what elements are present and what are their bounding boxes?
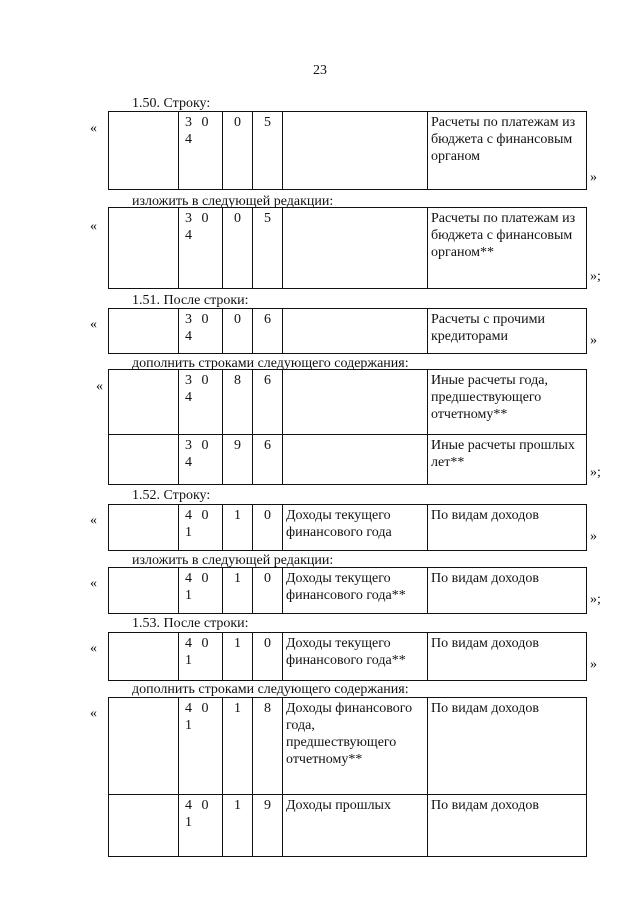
- code-cell: 1: [223, 795, 253, 857]
- table-row: [109, 112, 587, 190]
- open-quote: «: [90, 121, 97, 136]
- description-cell: По видам доходов: [428, 568, 587, 614]
- open-quote: «: [90, 576, 97, 591]
- description-cell: По видам доходов: [428, 698, 587, 795]
- close-quote: »: [590, 529, 597, 544]
- income-name-cell: [283, 309, 428, 354]
- income-name-cell: [283, 435, 428, 485]
- code-cell: 0: [223, 208, 253, 289]
- code-cell: 5: [253, 112, 283, 190]
- description-cell: Иные расчеты прошлых лет**: [428, 435, 587, 485]
- code-cell: 6: [253, 435, 283, 485]
- cell: [109, 370, 179, 435]
- code-cell: 0: [253, 633, 283, 681]
- cell: [109, 208, 179, 289]
- table-row: [109, 568, 587, 614]
- code-cell: 6: [253, 370, 283, 435]
- table-row: [109, 698, 587, 795]
- open-quote: «: [90, 317, 97, 332]
- code-cell: 1: [223, 698, 253, 795]
- income-name-cell: [283, 208, 428, 289]
- table-row: [109, 208, 587, 289]
- open-quote: «: [90, 219, 97, 234]
- code-cell: 0: [223, 112, 253, 190]
- table-row: [109, 370, 587, 435]
- close-quote-semicolon: »;: [590, 269, 601, 284]
- section-label-1-52: 1.52. Строку:: [132, 488, 211, 503]
- section-label-1-53: 1.53. После строки:: [132, 616, 249, 631]
- code-cell: 5: [253, 208, 283, 289]
- table-row: [109, 795, 587, 857]
- open-quote: «: [90, 641, 97, 656]
- cell: [109, 795, 179, 857]
- close-quote-semicolon: »;: [590, 465, 601, 480]
- cell: [109, 435, 179, 485]
- table-row: [109, 309, 587, 354]
- section-label-edit: изложить в следующей редакции:: [132, 553, 334, 568]
- description-cell: Расчеты по платежам из бюджета с финансовым органом**: [428, 208, 587, 289]
- section-label-supplement: дополнить строками следующего содержания:: [132, 682, 409, 697]
- code-cell: 8: [223, 370, 253, 435]
- code-cell: 0: [223, 309, 253, 354]
- amendment-table-1-53-new: [108, 697, 587, 857]
- income-name-cell: Доходы текущего финансового года: [283, 505, 428, 551]
- cell: [109, 633, 179, 681]
- account-code-cell: 4 0 1: [179, 795, 223, 857]
- amendment-table-1-53: [108, 632, 587, 681]
- description-cell: По видам доходов: [428, 633, 587, 681]
- cell: [109, 112, 179, 190]
- amendment-table-1-51-new: [108, 369, 587, 485]
- code-cell: 9: [223, 435, 253, 485]
- close-quote: »: [590, 170, 597, 185]
- description-cell: По видам доходов: [428, 505, 587, 551]
- open-quote: «: [90, 706, 97, 721]
- description-cell: Иные расчеты года, предшествующего отчетному**: [428, 370, 587, 435]
- account-code-cell: 3 0 4: [179, 370, 223, 435]
- amendment-table-1-50: [108, 111, 587, 190]
- account-code-cell: 3 0 4: [179, 309, 223, 354]
- amendment-table-1-50-new: [108, 207, 587, 289]
- section-label-1-51: 1.51. После строки:: [132, 293, 249, 308]
- income-name-cell: Доходы текущего финансового года**: [283, 633, 428, 681]
- cell: [109, 505, 179, 551]
- code-cell: 0: [253, 505, 283, 551]
- income-name-cell: Доходы прошлых: [283, 795, 428, 857]
- open-quote: «: [90, 513, 97, 528]
- cell: [109, 698, 179, 795]
- amendment-table-1-52: [108, 504, 587, 551]
- table-row: [109, 633, 587, 681]
- table-row: [109, 505, 587, 551]
- open-quote: «: [96, 379, 103, 394]
- close-quote: »: [590, 333, 597, 348]
- account-code-cell: 4 0 1: [179, 505, 223, 551]
- account-code-cell: 3 0 4: [179, 112, 223, 190]
- amendment-table-1-52-new: [108, 567, 587, 614]
- description-cell: По видам доходов: [428, 795, 587, 857]
- code-cell: 1: [223, 633, 253, 681]
- code-cell: 6: [253, 309, 283, 354]
- code-cell: 9: [253, 795, 283, 857]
- account-code-cell: 4 0 1: [179, 568, 223, 614]
- table-row: [109, 435, 587, 485]
- cell: [109, 309, 179, 354]
- account-code-cell: 4 0 1: [179, 633, 223, 681]
- income-name-cell: Доходы текущего финансового года**: [283, 568, 428, 614]
- account-code-cell: 3 0 4: [179, 435, 223, 485]
- code-cell: 8: [253, 698, 283, 795]
- close-quote-semicolon: »;: [590, 592, 601, 607]
- income-name-cell: Доходы финансового года, предшествующего отчетному**: [283, 698, 428, 795]
- description-cell: Расчеты по платежам из бюджета с финансовым органом: [428, 112, 587, 190]
- account-code-cell: 3 0 4: [179, 208, 223, 289]
- close-quote: »: [590, 657, 597, 672]
- section-label-edit: изложить в следующей редакции:: [132, 194, 334, 209]
- section-label-1-50: 1.50. Строку:: [132, 96, 211, 111]
- section-label-supplement: дополнить строками следующего содержания:: [132, 356, 409, 371]
- income-name-cell: [283, 112, 428, 190]
- account-code-cell: 4 0 1: [179, 698, 223, 795]
- code-cell: 0: [253, 568, 283, 614]
- income-name-cell: [283, 370, 428, 435]
- code-cell: 1: [223, 568, 253, 614]
- description-cell: Расчеты с прочими кредиторами: [428, 309, 587, 354]
- code-cell: 1: [223, 505, 253, 551]
- page-number: 23: [313, 63, 327, 78]
- cell: [109, 568, 179, 614]
- amendment-table-1-51: [108, 308, 587, 354]
